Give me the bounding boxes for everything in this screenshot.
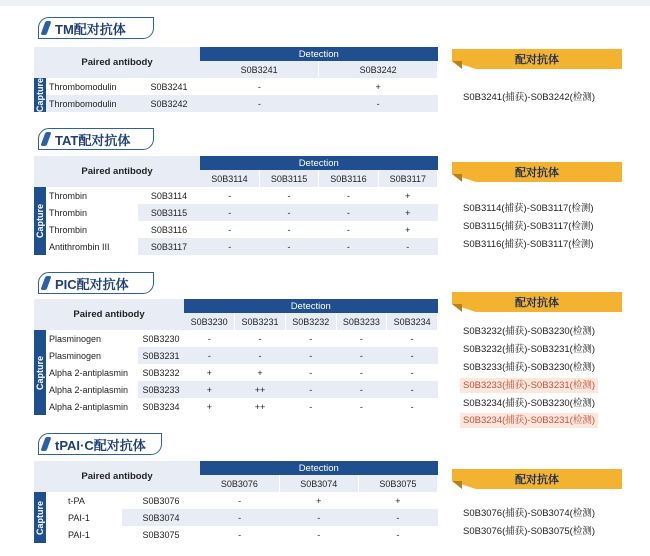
result-cell: - xyxy=(200,492,279,509)
capture-label: Capture xyxy=(34,330,46,415)
capture-code: S0B3230 xyxy=(138,330,184,347)
title-accent-icon xyxy=(40,437,51,451)
result-cell: - xyxy=(336,398,387,415)
table-row xyxy=(34,381,438,398)
table-row xyxy=(34,238,438,255)
capture-code: S0B3233 xyxy=(138,381,184,398)
combo-item: S0B3116(捕获)-S0B3117(检测) xyxy=(463,239,594,250)
capture-code: S0B3076 xyxy=(122,492,200,509)
detection-code: S0B3115 xyxy=(259,170,318,187)
result-cell: - xyxy=(336,347,387,364)
table-row xyxy=(34,330,438,347)
result-cell: + xyxy=(235,364,286,381)
detection-code: S0B3241 xyxy=(200,61,319,78)
combo-item: S0B3114(捕获)-S0B3117(检测) xyxy=(463,203,594,214)
table-row xyxy=(34,221,438,238)
combo-item: S0B3076(捕获)-S0B3075(检测) xyxy=(463,526,595,537)
table-row xyxy=(34,187,438,204)
table-row xyxy=(34,204,438,221)
table-tat xyxy=(34,156,438,255)
combo-item-highlighted: S0B3234(捕获)-S0B3231(检测) xyxy=(460,413,598,428)
combo-item-highlighted: S0B3233(捕获)-S0B3231(检测) xyxy=(460,378,598,393)
result-cell: ++ xyxy=(235,398,286,415)
combo-item: S0B3232(捕获)-S0B3231(检测) xyxy=(463,344,595,355)
table-tpaic xyxy=(34,461,438,543)
result-cell: - xyxy=(259,187,318,204)
capture-code: S0B3116 xyxy=(138,221,200,238)
result-cell: - xyxy=(200,95,319,112)
result-cell: + xyxy=(184,398,235,415)
antigen-name: Thrombin xyxy=(49,207,88,218)
antigen-name: Alpha 2-antiplasmin xyxy=(49,367,129,378)
title-accent-icon xyxy=(40,132,51,146)
capture-label: Capture xyxy=(34,187,46,255)
result-cell: - xyxy=(285,347,336,364)
detection-code: S0B3231 xyxy=(235,313,286,330)
result-cell: - xyxy=(319,95,438,112)
capture-code: S0B3075 xyxy=(122,526,200,543)
top-bar xyxy=(0,0,650,6)
combo-item: S0B3076(捕获)-S0B3074(检测) xyxy=(463,508,595,519)
capture-code: S0B3074 xyxy=(122,509,200,526)
result-cell: + xyxy=(358,492,437,509)
detection-code: S0B3117 xyxy=(378,170,437,187)
result-cell: + xyxy=(184,364,235,381)
result-cell: - xyxy=(200,526,279,543)
result-cell: + xyxy=(378,221,437,238)
section-title-tm xyxy=(38,17,154,39)
table-tm xyxy=(34,47,438,112)
detection-code: S0B3233 xyxy=(336,313,387,330)
combo-item: S0B3234(捕获)-S0B3230(检测) xyxy=(463,398,595,409)
result-cell: - xyxy=(387,330,438,347)
result-cell: - xyxy=(200,187,259,204)
antigen-name: Thrombomodulin xyxy=(46,78,138,95)
capture-code: S0B3241 xyxy=(138,78,200,95)
combo-item: S0B3233(捕获)-S0B3230(检测) xyxy=(463,362,595,373)
table-pic xyxy=(34,299,438,415)
result-cell: - xyxy=(387,381,438,398)
pair-badge-tat: 配对抗体 xyxy=(452,162,622,182)
capture-label: Capture xyxy=(34,492,46,543)
capture-code: S0B3231 xyxy=(138,347,184,364)
result-cell: + xyxy=(184,381,235,398)
result-cell: - xyxy=(319,238,378,255)
result-cell: - xyxy=(358,526,437,543)
pair-badge-tpaic: 配对抗体 xyxy=(452,469,622,489)
result-cell: - xyxy=(200,221,259,238)
detection-header: Detection xyxy=(200,461,437,475)
detection-code: S0B3242 xyxy=(319,61,438,78)
detection-code: S0B3234 xyxy=(387,313,438,330)
antigen-name: Alpha 2-antiplasmin xyxy=(49,401,129,412)
section-title-pic xyxy=(38,272,154,294)
table-row xyxy=(34,95,438,112)
pair-badge-tm: 配对抗体 xyxy=(452,49,622,69)
section-title-text: PIC配对抗体 xyxy=(55,276,129,292)
result-cell: - xyxy=(285,381,336,398)
result-cell: - xyxy=(184,347,235,364)
result-cell: + xyxy=(378,204,437,221)
capture-label: Capture xyxy=(35,78,45,112)
result-cell: - xyxy=(285,398,336,415)
result-cell: - xyxy=(279,526,358,543)
section-title-text: tPAI·C配对抗体 xyxy=(55,437,146,453)
result-cell: - xyxy=(378,238,437,255)
detection-header: Detection xyxy=(200,156,437,170)
result-cell: - xyxy=(200,78,319,95)
result-cell: - xyxy=(387,398,438,415)
antigen-name: Thrombin xyxy=(49,224,88,235)
paired-antibody-header: Paired antibody xyxy=(34,156,200,187)
antigen-name: Plasminogen xyxy=(49,333,102,344)
combo-item: S0B3115(捕获)-S0B3117(检测) xyxy=(463,221,594,232)
result-cell: - xyxy=(319,221,378,238)
result-cell: - xyxy=(184,330,235,347)
paired-antibody-header: Paired antibody xyxy=(34,47,200,78)
result-cell: - xyxy=(285,364,336,381)
detection-code: S0B3114 xyxy=(200,170,259,187)
detection-code: S0B3232 xyxy=(285,313,336,330)
table-row xyxy=(34,509,438,526)
antigen-name: PAI-1 xyxy=(68,512,90,523)
result-cell: - xyxy=(200,238,259,255)
section-title-tpaic xyxy=(38,433,162,455)
table-row xyxy=(34,526,438,543)
capture-code: S0B3242 xyxy=(138,95,200,112)
section-title-text: TAT配对抗体 xyxy=(55,132,131,148)
result-cell: - xyxy=(319,204,378,221)
detection-code: S0B3075 xyxy=(358,475,437,492)
section-title-text: TM配对抗体 xyxy=(55,21,126,37)
combo-item: S0B3232(捕获)-S0B3230(检测) xyxy=(463,326,595,337)
antigen-name: Antithrombin III xyxy=(49,241,110,252)
result-cell: - xyxy=(200,509,279,526)
result-cell: - xyxy=(259,221,318,238)
detection-code: S0B3074 xyxy=(279,475,358,492)
detection-code: S0B3230 xyxy=(184,313,235,330)
pair-badge-pic: 配对抗体 xyxy=(452,292,622,312)
result-cell: - xyxy=(336,364,387,381)
result-cell: ++ xyxy=(235,381,286,398)
capture-code: S0B3115 xyxy=(138,204,200,221)
title-accent-icon xyxy=(40,21,51,35)
title-accent-icon xyxy=(40,276,51,290)
result-cell: + xyxy=(378,187,437,204)
result-cell: - xyxy=(259,204,318,221)
result-cell: - xyxy=(358,509,437,526)
capture-code: S0B3234 xyxy=(138,398,184,415)
result-cell: - xyxy=(235,330,286,347)
capture-code: S0B3232 xyxy=(138,364,184,381)
detection-code: S0B3076 xyxy=(200,475,279,492)
table-row xyxy=(34,78,438,95)
result-cell: - xyxy=(336,381,387,398)
capture-code: S0B3117 xyxy=(138,238,200,255)
antigen-name: PAI-1 xyxy=(68,529,90,540)
antigen-name: Thrombin xyxy=(49,190,88,201)
result-cell: + xyxy=(279,492,358,509)
result-cell: - xyxy=(387,347,438,364)
table-row xyxy=(34,492,438,509)
capture-code: S0B3114 xyxy=(138,187,200,204)
antigen-name: Thrombomodulin xyxy=(46,95,138,112)
title-rule xyxy=(154,27,170,49)
antigen-name: t-PA xyxy=(68,495,85,506)
result-cell: - xyxy=(279,509,358,526)
result-cell: - xyxy=(259,238,318,255)
detection-header: Detection xyxy=(200,47,437,61)
result-cell: - xyxy=(336,330,387,347)
section-title-tat xyxy=(38,128,154,150)
detection-header: Detection xyxy=(184,299,437,313)
table-row xyxy=(34,398,438,415)
combo-item: S0B3241(捕获)-S0B3242(检测) xyxy=(463,92,595,103)
result-cell: - xyxy=(387,364,438,381)
result-cell: + xyxy=(319,78,438,95)
table-row xyxy=(34,364,438,381)
table-row xyxy=(34,347,438,364)
paired-antibody-header: Paired antibody xyxy=(34,461,200,492)
result-cell: - xyxy=(319,187,378,204)
result-cell: - xyxy=(235,347,286,364)
result-cell: - xyxy=(285,330,336,347)
result-cell: - xyxy=(200,204,259,221)
antigen-name: Plasminogen xyxy=(49,350,102,361)
antigen-name: Alpha 2-antiplasmin xyxy=(49,384,129,395)
detection-code: S0B3116 xyxy=(319,170,378,187)
paired-antibody-header: Paired antibody xyxy=(34,299,184,330)
